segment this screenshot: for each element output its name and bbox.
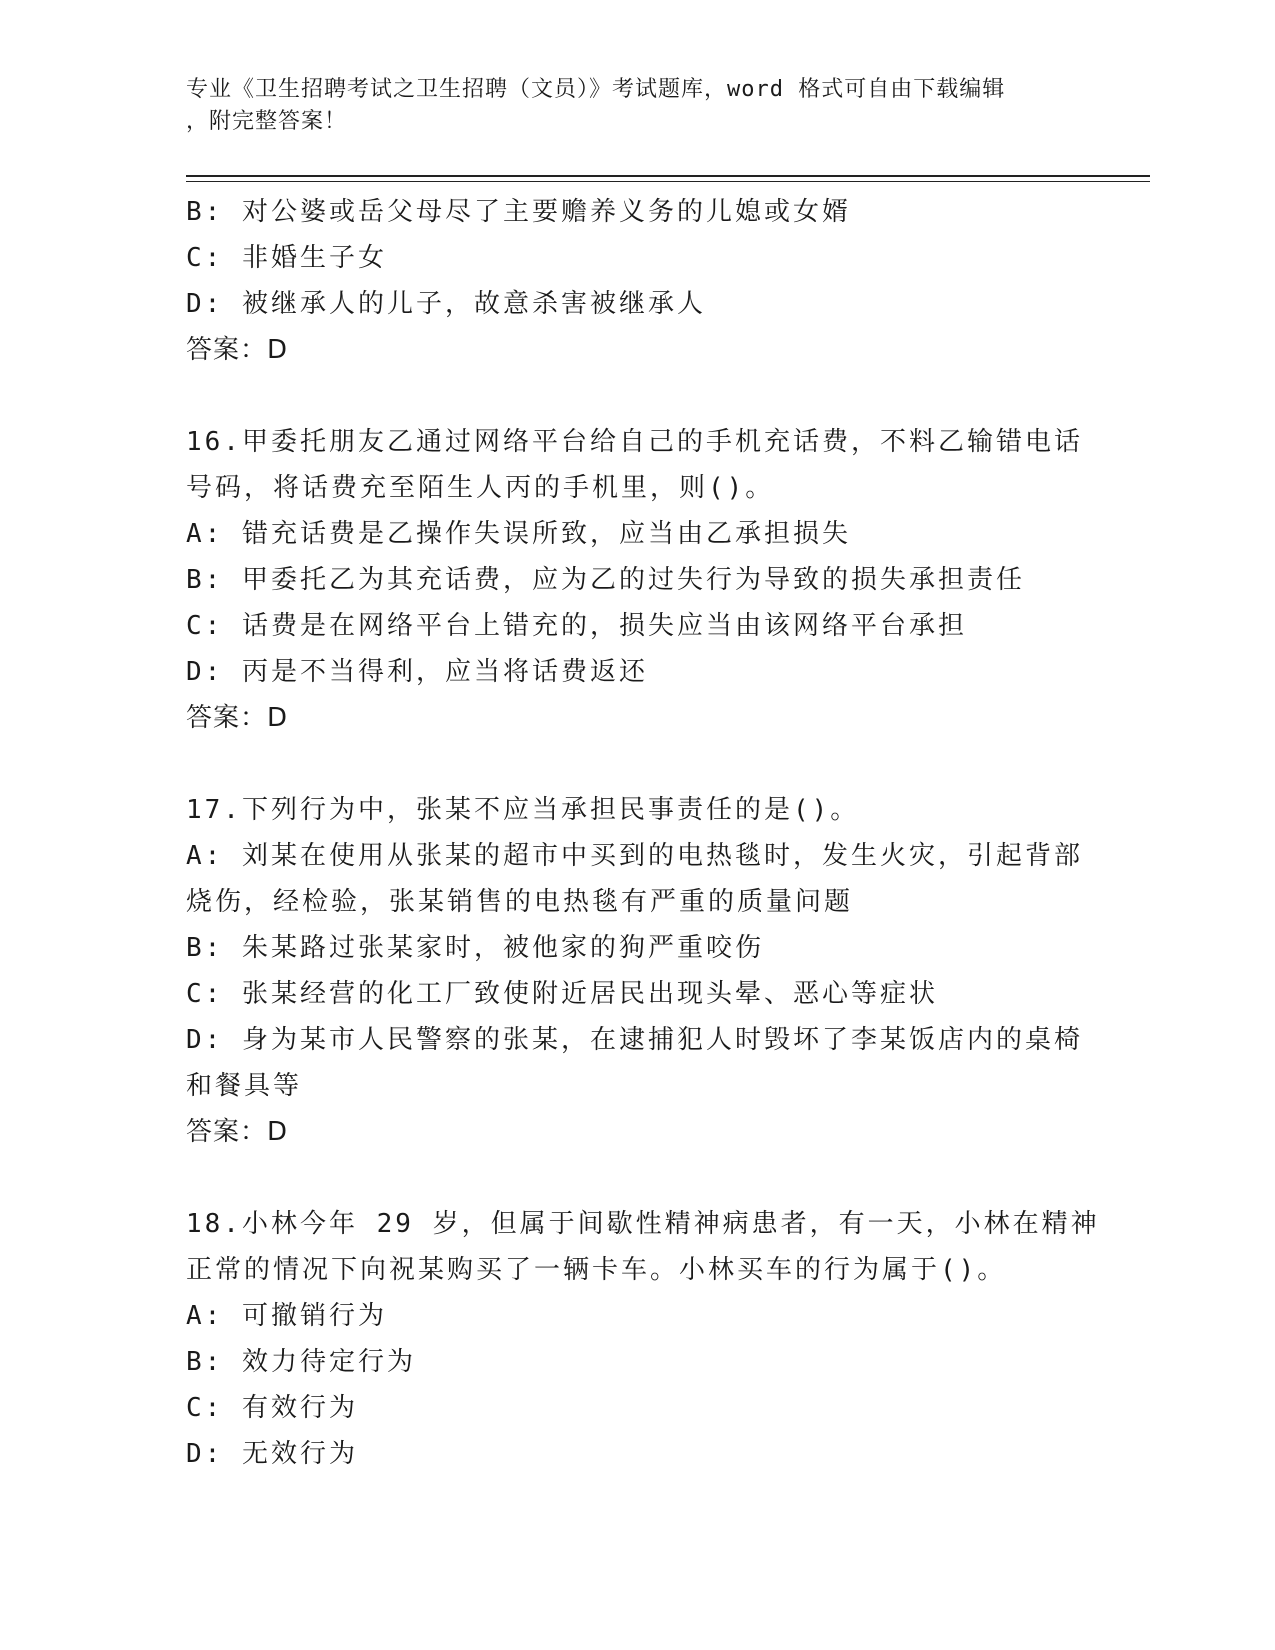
question-18: [186, 1201, 1100, 1477]
option-b: B: 效力待定行为: [186, 1347, 416, 1377]
answer-label: 答案：D: [186, 335, 289, 365]
option-a: A: 错充话费是乙操作失误所致，应当由乙承担损失: [186, 519, 851, 549]
document-header: [186, 74, 1066, 138]
option-d: D: 被继承人的儿子，故意杀害被继承人: [186, 289, 706, 319]
answer-label: 答案：D: [186, 703, 289, 733]
question-stem-line: 18.小林今年 29 岁，但属于间歇性精神病患者，有一天，小林在精神: [186, 1209, 1100, 1239]
option-d: D: 无效行为: [186, 1439, 358, 1469]
header-rule-thick: [186, 175, 1150, 177]
question-stem-line: 16.甲委托朋友乙通过网络平台给自己的手机充话费，不料乙输错电话: [186, 427, 1083, 457]
option-a-continued: 烧伤，经检验，张某销售的电热毯有严重的质量问题: [186, 887, 854, 917]
option-d: D: 丙是不当得利，应当将话费返还: [186, 657, 648, 687]
option-a: A: 刘某在使用从张某的超市中买到的电热毯时，发生火灾，引起背部: [186, 841, 1083, 871]
option-c: C: 非婚生子女: [186, 243, 387, 273]
question-stem-line: 号码，将话费充至陌生人丙的手机里，则()。: [186, 473, 775, 503]
answer-label: 答案：D: [186, 1117, 289, 1147]
header-line-1: 专业《卫生招聘考试之卫生招聘（文员）》考试题库，word 格式可自由下载编辑: [186, 77, 1006, 102]
option-b: B: 朱某路过张某家时，被他家的狗严重咬伤: [186, 933, 764, 963]
header-rule-thin: [186, 181, 1150, 182]
option-a: A: 可撤销行为: [186, 1301, 387, 1331]
option-d-continued: 和餐具等: [186, 1071, 303, 1101]
question-stem-line: 正常的情况下向祝某购买了一辆卡车。小林买车的行为属于()。: [186, 1255, 1007, 1285]
question-stem-line: 17.下列行为中，张某不应当承担民事责任的是()。: [186, 795, 860, 825]
question-15-continuation: [186, 189, 1086, 373]
question-16: [186, 419, 1086, 741]
option-d: D: 身为某市人民警察的张某，在逮捕犯人时毁坏了李某饭店内的桌椅: [186, 1025, 1083, 1055]
option-b: B: 对公婆或岳父母尽了主要赡养义务的儿媳或女婿: [186, 197, 851, 227]
header-line-2: ，附完整答案！: [186, 109, 348, 134]
question-list: [186, 189, 1100, 1477]
option-b: B: 甲委托乙为其充话费，应为乙的过失行为导致的损失承担责任: [186, 565, 1025, 595]
question-17: [186, 787, 1086, 1155]
option-c: C: 话费是在网络平台上错充的，损失应当由该网络平台承担: [186, 611, 967, 641]
option-c: C: 张某经营的化工厂致使附近居民出现头晕、恶心等症状: [186, 979, 938, 1009]
option-c: C: 有效行为: [186, 1393, 358, 1423]
